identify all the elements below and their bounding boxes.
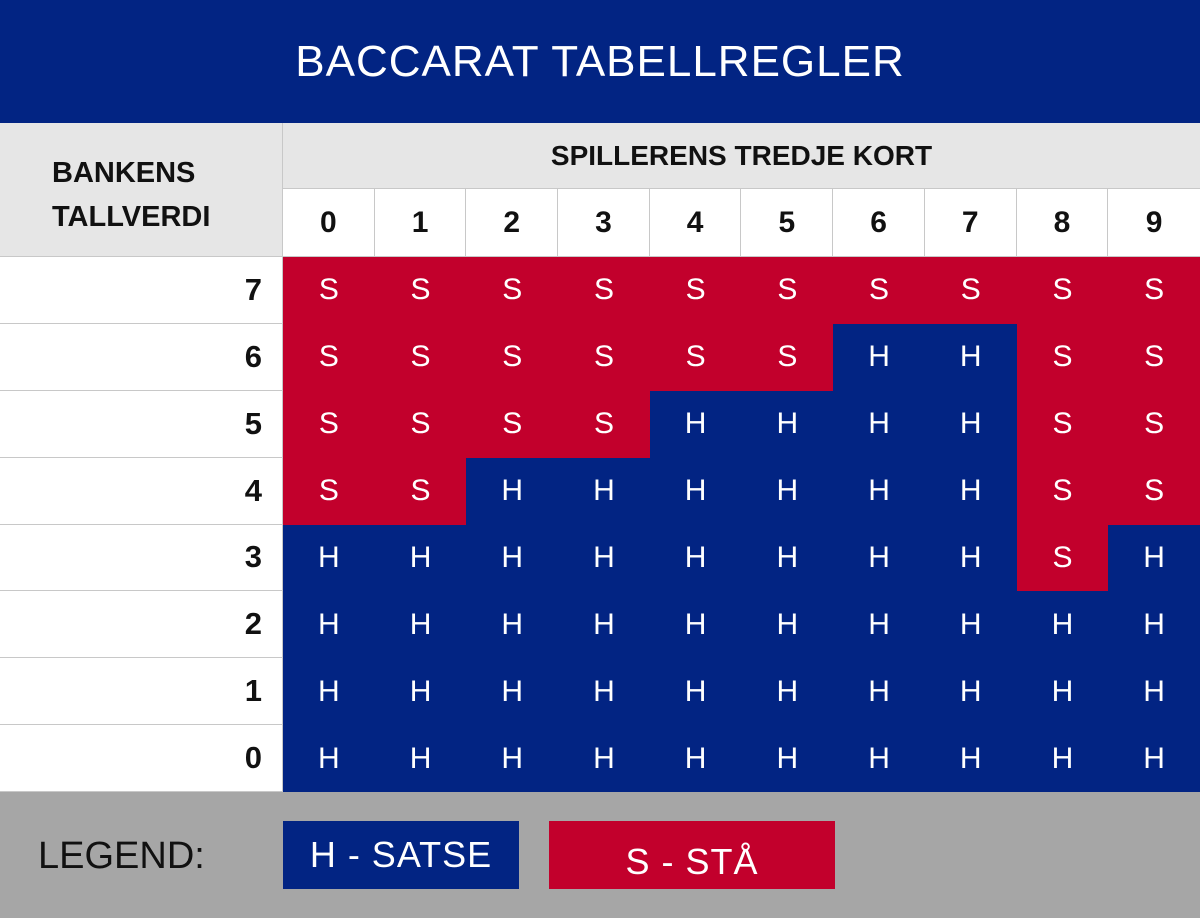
- stand-cell: S: [558, 257, 650, 324]
- stand-cell: S: [558, 391, 650, 458]
- hit-cell: H: [925, 324, 1017, 391]
- hit-cell: H: [741, 525, 833, 592]
- hit-cell: H: [558, 658, 650, 725]
- stand-cell: S: [466, 257, 558, 324]
- stand-cell: S: [1108, 324, 1200, 391]
- stand-cell: S: [741, 257, 833, 324]
- row-label: 5: [0, 391, 283, 458]
- stand-cell: S: [466, 391, 558, 458]
- stand-cell: S: [650, 324, 742, 391]
- hit-cell: H: [466, 458, 558, 525]
- column-number: 3: [558, 189, 650, 256]
- hit-cell: H: [1108, 725, 1200, 792]
- hit-cell: H: [833, 525, 925, 592]
- row-label: 3: [0, 525, 283, 592]
- hit-cell: H: [741, 458, 833, 525]
- stand-cell: S: [741, 324, 833, 391]
- stand-cell: S: [283, 458, 375, 525]
- hit-cell: H: [1108, 658, 1200, 725]
- stand-cell: S: [650, 257, 742, 324]
- hit-cell: H: [466, 725, 558, 792]
- stand-cell: S: [833, 257, 925, 324]
- hit-cell: H: [650, 458, 742, 525]
- column-number: 1: [375, 189, 467, 256]
- stand-cell: S: [375, 391, 467, 458]
- hit-cell: H: [650, 591, 742, 658]
- hit-cell: H: [558, 725, 650, 792]
- legend-stand: S - STÅ: [549, 821, 835, 889]
- hit-cell: H: [741, 591, 833, 658]
- stand-cell: S: [283, 257, 375, 324]
- stand-cell: S: [283, 391, 375, 458]
- player-third-card-header: SPILLERENS TREDJE KORT: [283, 123, 1200, 189]
- hit-cell: H: [650, 725, 742, 792]
- stand-cell: S: [375, 324, 467, 391]
- hit-cell: H: [925, 658, 1017, 725]
- legend-hit: H - SATSE: [283, 821, 519, 889]
- hit-cell: H: [1108, 591, 1200, 658]
- bank-total-header: [0, 123, 283, 257]
- hit-cell: H: [833, 591, 925, 658]
- column-number: 5: [741, 189, 833, 256]
- row-label: 2: [0, 591, 283, 658]
- stand-cell: S: [283, 324, 375, 391]
- hit-cell: H: [283, 591, 375, 658]
- column-number: 9: [1108, 189, 1200, 256]
- stand-cell: S: [466, 324, 558, 391]
- stand-cell: S: [1017, 525, 1109, 592]
- hit-cell: H: [466, 658, 558, 725]
- row-label-column: [0, 257, 283, 792]
- column-number: 2: [466, 189, 558, 256]
- hit-cell: H: [558, 591, 650, 658]
- row-label: 4: [0, 458, 283, 525]
- hit-cell: H: [925, 458, 1017, 525]
- stand-cell: S: [925, 257, 1017, 324]
- column-number: 6: [833, 189, 925, 256]
- column-number: 8: [1017, 189, 1109, 256]
- hit-cell: H: [375, 658, 467, 725]
- stand-cell: S: [1108, 257, 1200, 324]
- hit-cell: H: [375, 525, 467, 592]
- row-label: 6: [0, 324, 283, 391]
- hit-cell: H: [466, 525, 558, 592]
- hit-cell: H: [741, 391, 833, 458]
- hit-cell: H: [283, 525, 375, 592]
- column-number: 4: [650, 189, 742, 256]
- stand-cell: S: [1108, 391, 1200, 458]
- stand-cell: S: [1017, 257, 1109, 324]
- hit-cell: H: [466, 591, 558, 658]
- row-label: 1: [0, 658, 283, 725]
- hit-cell: H: [925, 725, 1017, 792]
- legend: [0, 792, 1200, 918]
- hit-cell: H: [833, 324, 925, 391]
- row-label: 0: [0, 725, 283, 792]
- stand-cell: S: [1017, 391, 1109, 458]
- hit-cell: H: [741, 725, 833, 792]
- hit-cell: H: [558, 458, 650, 525]
- column-number-row: [283, 189, 1200, 257]
- hit-cell: H: [925, 525, 1017, 592]
- hit-cell: H: [283, 725, 375, 792]
- stand-cell: S: [375, 458, 467, 525]
- hit-cell: H: [833, 658, 925, 725]
- stand-cell: S: [375, 257, 467, 324]
- hit-cell: H: [558, 525, 650, 592]
- hit-cell: H: [833, 725, 925, 792]
- hit-cell: H: [650, 525, 742, 592]
- column-number: 0: [283, 189, 375, 256]
- stand-cell: S: [558, 324, 650, 391]
- hit-cell: H: [283, 658, 375, 725]
- hit-cell: H: [833, 458, 925, 525]
- bank-total-header-line2: TALLVERDI: [52, 201, 211, 233]
- hit-cell: H: [650, 391, 742, 458]
- hit-cell: H: [375, 591, 467, 658]
- hit-cell: H: [375, 725, 467, 792]
- hit-cell: H: [925, 591, 1017, 658]
- stand-cell: S: [1108, 458, 1200, 525]
- column-number: 7: [925, 189, 1017, 256]
- bank-total-header-line1: BANKENS: [52, 157, 196, 189]
- rules-grid: [283, 257, 1200, 792]
- hit-cell: H: [833, 391, 925, 458]
- hit-cell: H: [741, 658, 833, 725]
- hit-cell: H: [1017, 591, 1109, 658]
- legend-label: LEGEND:: [38, 835, 205, 877]
- hit-cell: H: [925, 391, 1017, 458]
- hit-cell: H: [650, 658, 742, 725]
- hit-cell: H: [1017, 658, 1109, 725]
- hit-cell: H: [1017, 725, 1109, 792]
- page-title: BACCARAT TABELLREGLER: [0, 0, 1200, 123]
- row-label: 7: [0, 257, 283, 324]
- hit-cell: H: [1108, 525, 1200, 592]
- stand-cell: S: [1017, 458, 1109, 525]
- stand-cell: S: [1017, 324, 1109, 391]
